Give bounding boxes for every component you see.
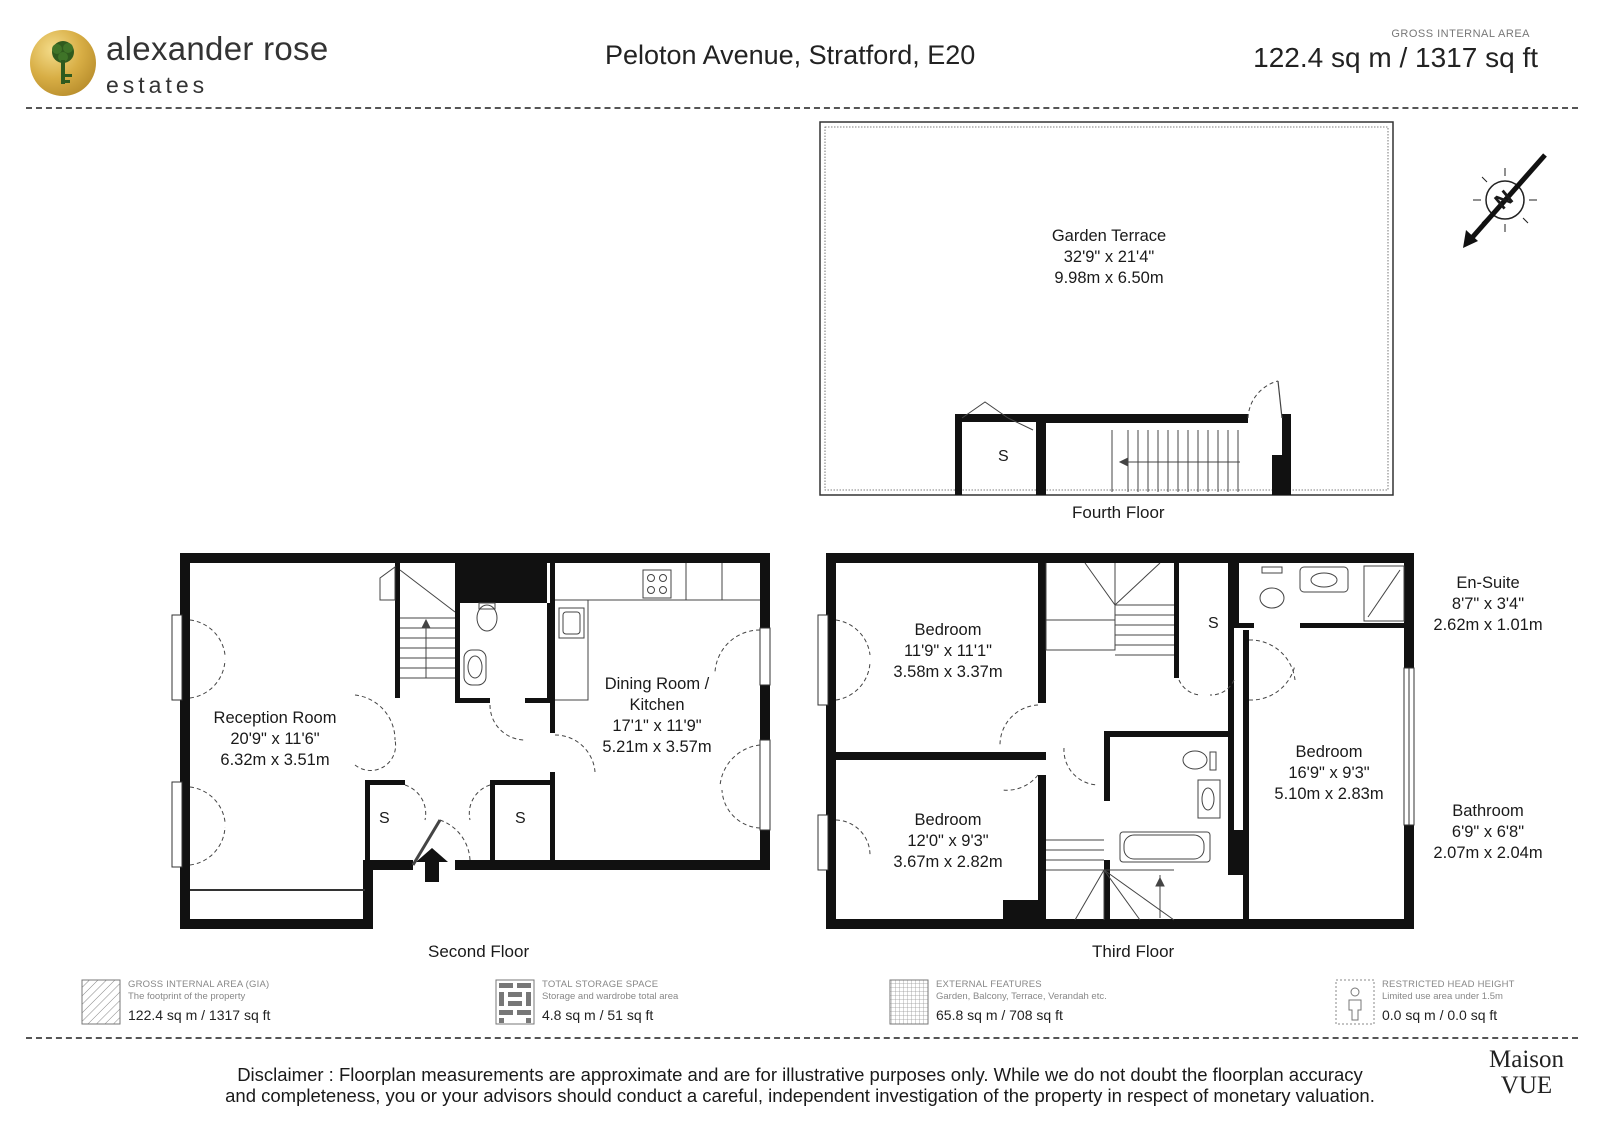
legend-external — [890, 980, 1290, 1030]
maison-logo-line-2: VUE — [1500, 1072, 1553, 1099]
legend-title: RESTRICTED HEAD HEIGHT — [1382, 979, 1515, 990]
legend-restricted — [1336, 980, 1586, 1030]
floor-label-third: Third Floor — [1092, 942, 1175, 961]
room-bedroom-1 — [848, 620, 1048, 683]
room-bathroom — [1408, 801, 1568, 864]
legend-title: EXTERNAL FEATURES — [936, 979, 1042, 990]
gia-label: GROSS INTERNAL AREA — [1391, 28, 1530, 40]
fourth-floor-plan — [820, 122, 1393, 495]
footer-divider — [26, 1037, 1578, 1039]
room-name: Dining Room / — [604, 675, 710, 693]
disclaimer-line-2: and completeness, you or your advisors should conduct a careful, independent investigation of the property in respect of monetary valuation. — [225, 1085, 1375, 1106]
maison-logo-line-1: Maison — [1489, 1046, 1564, 1073]
legend-desc: Limited use area under 1.5m — [1382, 991, 1503, 1002]
legend-desc: The footprint of the property — [128, 991, 246, 1002]
disclaimer-line-1: Disclaimer : Floorplan measurements are approximate and are for illustrative purposes only. While we do not doubt the floorplan accuracy — [237, 1064, 1363, 1085]
room-imperial: 32'9" x 21'4" — [1063, 248, 1155, 266]
room-name: Bedroom — [1295, 743, 1363, 761]
legend-value: 122.4 sq m / 1317 sq ft — [128, 1007, 271, 1023]
floor-label-second: Second Floor — [428, 942, 530, 961]
room-metric: 3.58m x 3.37m — [893, 663, 1003, 681]
room-name: Garden Terrace — [1051, 227, 1167, 245]
room-reception — [175, 708, 375, 771]
storage-label: S — [379, 810, 390, 827]
room-garden-terrace — [1009, 226, 1209, 289]
room-name: En-Suite — [1456, 574, 1520, 592]
room-name: Bedroom — [914, 621, 982, 639]
room-metric: 6.32m x 3.51m — [220, 751, 330, 769]
storage-label: S — [1208, 615, 1219, 632]
room-name: Bedroom — [914, 811, 982, 829]
room-dining-kitchen — [557, 674, 757, 758]
legend-title: TOTAL STORAGE SPACE — [542, 979, 659, 990]
room-bedroom-3 — [1229, 742, 1429, 805]
maison-vue-logo — [1489, 1047, 1564, 1099]
legend-value: 0.0 sq m / 0.0 sq ft — [1382, 1007, 1498, 1023]
room-metric: 3.67m x 2.82m — [893, 853, 1003, 871]
room-metric: 2.07m x 2.04m — [1433, 844, 1543, 862]
room-metric: 2.62m x 1.01m — [1433, 616, 1543, 634]
room-imperial: 6'9" x 6'8" — [1451, 823, 1525, 841]
compass-letter: N — [1489, 184, 1518, 215]
room-imperial: 17'1" x 11'9" — [612, 717, 702, 735]
disclaimer — [150, 1064, 1450, 1106]
room-metric: 5.10m x 2.83m — [1274, 785, 1384, 803]
room-metric: 9.98m x 6.50m — [1054, 269, 1164, 287]
room-name: Reception Room — [213, 709, 337, 727]
property-address: Peloton Avenue, Stratford, E20 — [605, 40, 976, 70]
legend-value: 65.8 sq m / 708 sq ft — [936, 1007, 1063, 1023]
gia-value: 122.4 sq m / 1317 sq ft — [1253, 42, 1538, 73]
room-imperial: 16'9" x 9'3" — [1288, 764, 1370, 782]
room-name: Bathroom — [1452, 802, 1524, 820]
room-imperial: 12'0" x 9'3" — [907, 832, 989, 850]
room-bedroom-2 — [848, 810, 1048, 873]
legend-title: GROSS INTERNAL AREA (GIA) — [128, 979, 270, 990]
brand-subtitle: estates — [106, 72, 209, 98]
legend-desc: Storage and wardrobe total area — [542, 991, 679, 1002]
room-imperial: 20'9" x 11'6" — [230, 730, 320, 748]
floor-label-fourth: Fourth Floor — [1072, 503, 1165, 522]
legend-value: 4.8 sq m / 51 sq ft — [542, 1007, 654, 1023]
legend-storage — [496, 980, 856, 1030]
room-imperial: 11'9" x 11'1" — [903, 642, 993, 660]
room-metric: 5.21m x 3.57m — [602, 738, 712, 756]
brand-name: alexander rose — [106, 30, 329, 67]
storage-label: S — [515, 810, 526, 827]
legend-gia — [82, 980, 462, 1030]
room-imperial: 8'7" x 3'4" — [1451, 595, 1525, 613]
legend-desc: Garden, Balcony, Terrace, Verandah etc. — [936, 991, 1107, 1002]
room-ensuite — [1408, 573, 1568, 636]
storage-label: S — [998, 448, 1009, 465]
room-name: Kitchen — [629, 696, 685, 714]
